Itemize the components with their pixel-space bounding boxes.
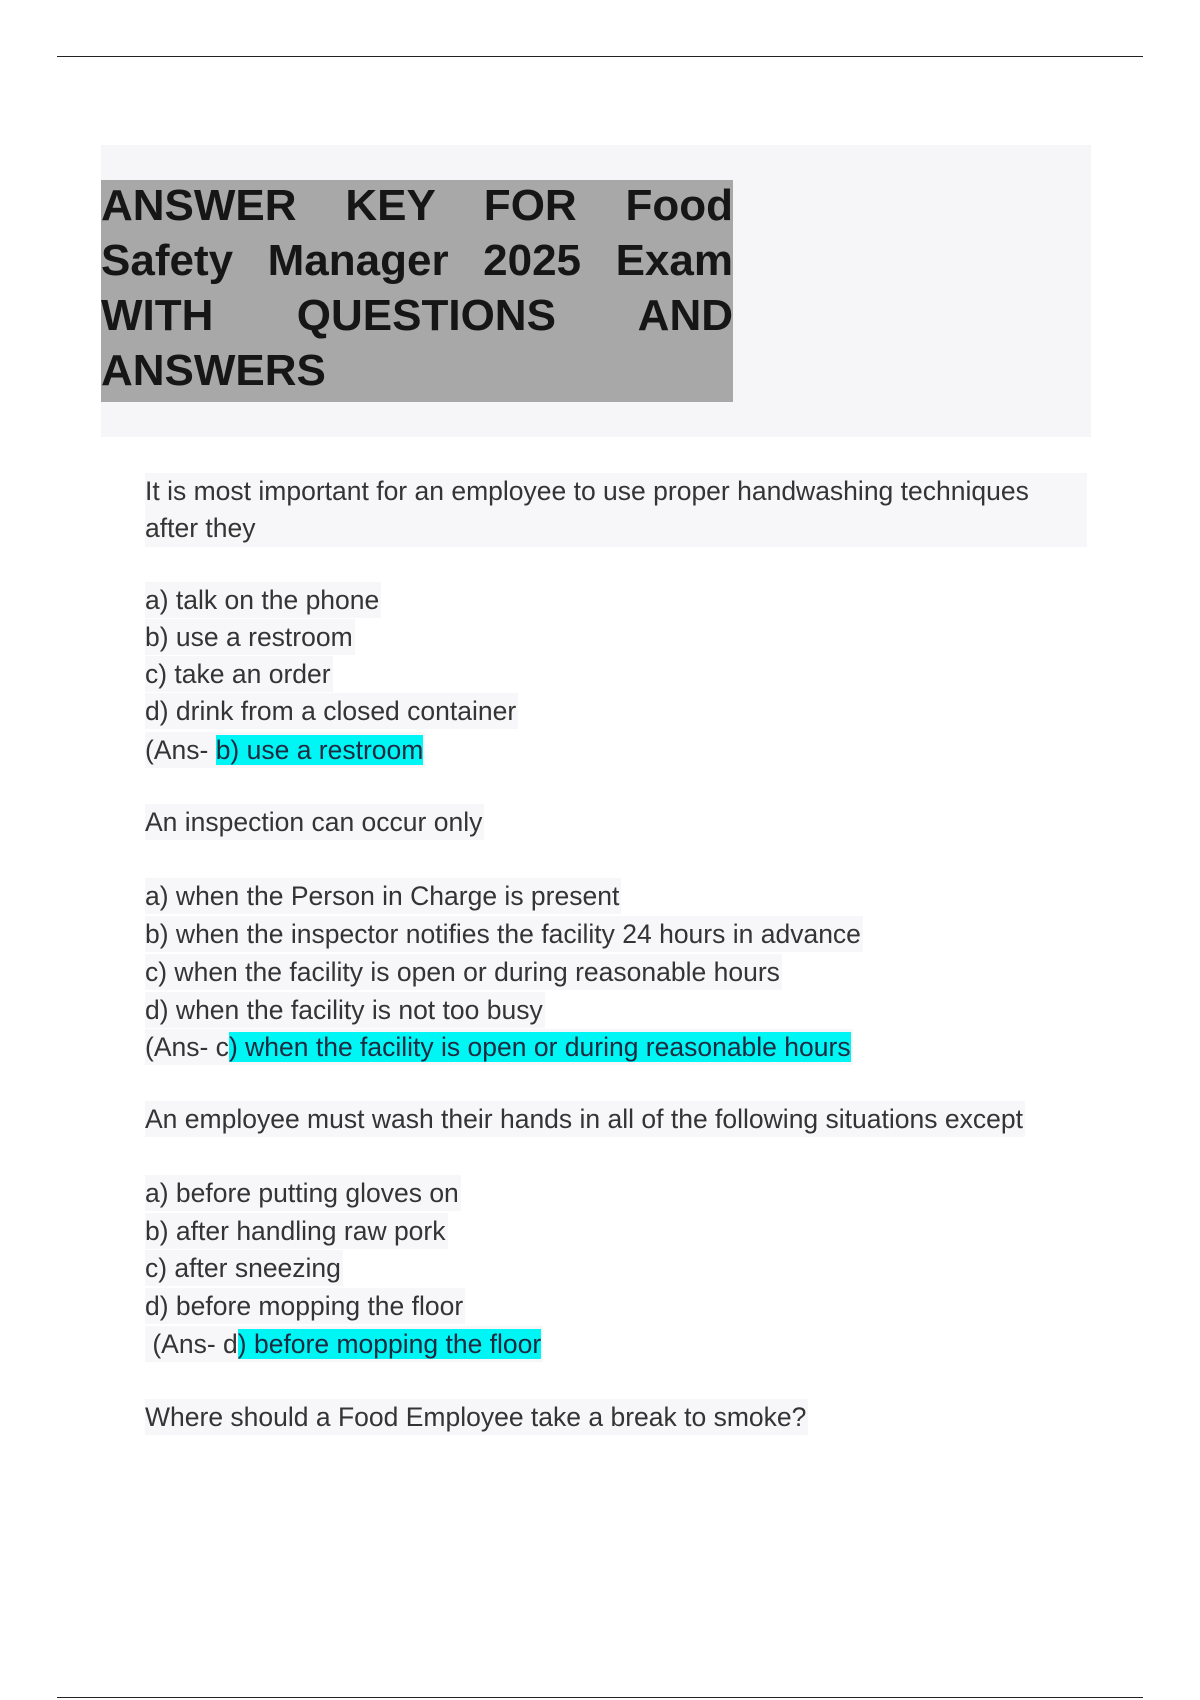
document-title: ANSWER KEY FOR Food Safety Manager 2025 Exam WITH QUESTIONS AND ANSWERS — [101, 181, 733, 395]
answer-highlight: b) use a restroom — [215, 735, 424, 765]
question-2-option-d: d) when the facility is not too busy — [145, 992, 545, 1028]
question-2-option-b: b) when the inspector notifies the facility 24 hours in advance — [145, 916, 863, 952]
question-1-answer — [145, 732, 425, 768]
question-3-option-b: b) after handling raw pork — [145, 1213, 448, 1249]
question-1-option-a: a) talk on the phone — [145, 582, 381, 618]
question-2-option-c: c) when the facility is open or during reasonable hours — [145, 954, 782, 990]
question-2-answer — [145, 1029, 853, 1065]
question-3-option-c: c) after sneezing — [145, 1250, 343, 1286]
question-3-option-d: d) before mopping the floor — [145, 1288, 465, 1324]
answer-prefix: (Ans- d — [145, 1329, 238, 1359]
question-1-option-d: d) drink from a closed container — [145, 693, 518, 729]
top-rule — [57, 56, 1143, 57]
question-1-option-c: c) take an order — [145, 656, 333, 692]
bottom-rule — [57, 1697, 1143, 1698]
question-4-text: Where should a Food Employee take a break to smoke? — [145, 1399, 808, 1435]
question-1-text: It is most important for an employee to use proper handwashing techniques after they — [145, 473, 1087, 547]
answer-prefix: (Ans- c — [145, 1032, 229, 1062]
question-2-option-a: a) when the Person in Charge is present — [145, 878, 621, 914]
question-2-text: An inspection can occur only — [145, 804, 484, 840]
question-1-option-b: b) use a restroom — [145, 619, 355, 655]
question-3-answer — [145, 1326, 543, 1362]
answer-prefix: (Ans- — [145, 735, 216, 765]
question-3-text: An employee must wash their hands in all of the following situations except — [145, 1101, 1025, 1137]
question-3-option-a: a) before putting gloves on — [145, 1175, 461, 1211]
answer-highlight: ) when the facility is open or during reasonable hours — [228, 1032, 851, 1062]
answer-highlight: ) before mopping the floor — [237, 1329, 542, 1359]
